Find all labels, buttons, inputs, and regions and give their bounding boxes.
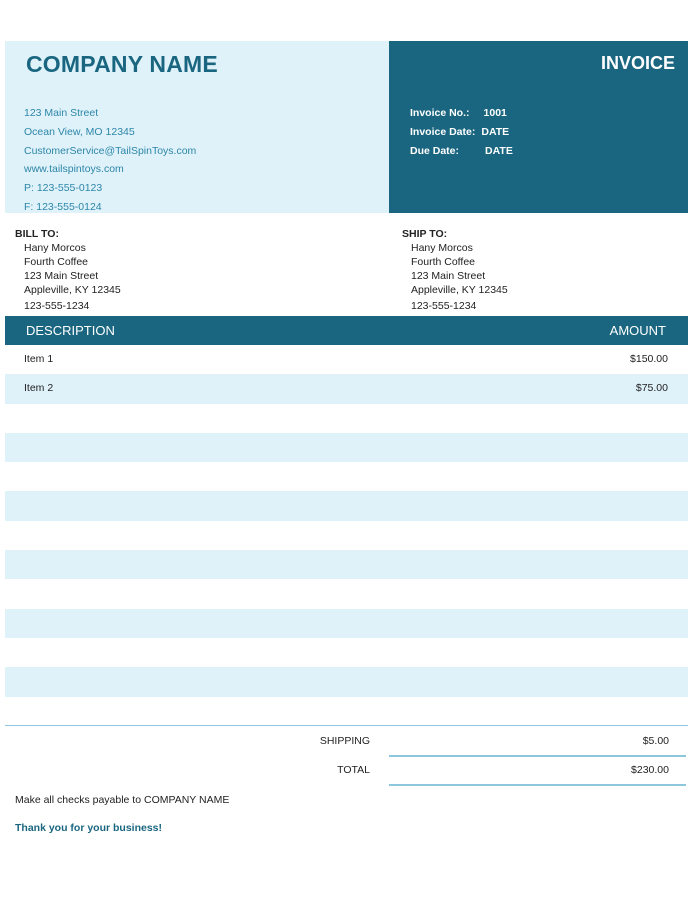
- bill-to-company: Fourth Coffee: [24, 256, 89, 268]
- ship-to-name: Hany Morcos: [411, 242, 473, 254]
- ship-to-city: Appleville, KY 12345: [411, 284, 508, 296]
- table-row[interactable]: [5, 638, 688, 667]
- shipping-value[interactable]: $5.00: [642, 735, 669, 747]
- bill-to-street: 123 Main Street: [24, 270, 99, 282]
- table-row[interactable]: [5, 345, 688, 374]
- table-row[interactable]: [5, 609, 688, 638]
- invoice-details: [410, 104, 513, 160]
- thank-you-message: Thank you for your business!: [15, 822, 163, 834]
- invoice-number-value: 1001: [483, 107, 507, 119]
- ship-to-phone: 123-555-1234: [411, 300, 477, 312]
- ship-to-street: 123 Main Street: [411, 270, 486, 282]
- column-header-description: DESCRIPTION: [26, 323, 115, 338]
- table-row[interactable]: [5, 521, 688, 550]
- bill-to-phone: 123-555-1234: [24, 300, 90, 312]
- company-fax: F: 123-555-0124: [24, 200, 102, 213]
- total-value: $230.00: [631, 764, 669, 776]
- invoice-number-label: Invoice No.:: [410, 107, 470, 119]
- item-amount: $75.00: [635, 382, 668, 395]
- invoice-date-row: [410, 123, 513, 142]
- bill-to-block: [15, 227, 121, 313]
- table-row[interactable]: [5, 462, 688, 491]
- table-row[interactable]: [5, 491, 688, 520]
- table-row[interactable]: [5, 433, 688, 462]
- invoice-date-label: Invoice Date:: [410, 125, 476, 138]
- table-row[interactable]: [5, 550, 688, 579]
- invoice-date-value: DATE: [481, 125, 510, 138]
- due-date-label: Due Date:: [410, 144, 460, 157]
- item-amount: $150.00: [630, 353, 668, 365]
- ship-to-title: SHIP TO:: [402, 228, 448, 240]
- invoice-header: [5, 41, 688, 213]
- company-website: www.tailspintoys.com: [24, 163, 124, 176]
- bill-to-name: Hany Morcos: [24, 242, 86, 254]
- company-email: CustomerService@TailSpinToys.com: [24, 144, 197, 157]
- bill-to-title: BILL TO:: [15, 228, 59, 240]
- due-date-row: [410, 142, 513, 161]
- invoice-number-row: [410, 104, 513, 123]
- table-bottom-border: [5, 725, 688, 726]
- invoice-title: INVOICE: [600, 53, 675, 73]
- invoice-panel: [389, 41, 688, 213]
- items-table-body: [5, 345, 688, 726]
- company-contact: [24, 104, 196, 217]
- items-table-header: [5, 316, 688, 345]
- table-row[interactable]: [5, 404, 688, 433]
- company-address-line1: 123 Main Street: [24, 107, 99, 119]
- ship-to-block: [402, 227, 508, 313]
- item-description: Item 2: [24, 382, 54, 395]
- company-address-line2: Ocean View, MO 12345: [24, 125, 135, 138]
- table-row[interactable]: [5, 374, 688, 403]
- ship-to-company: Fourth Coffee: [411, 256, 476, 268]
- total-label: TOTAL: [337, 764, 370, 776]
- table-row[interactable]: [5, 579, 688, 608]
- shipping-divider: [389, 755, 686, 757]
- company-name: COMPANY NAME: [26, 51, 218, 77]
- item-description: Item 1: [24, 353, 54, 365]
- due-date-value: DATE: [485, 144, 513, 157]
- total-divider: [389, 784, 686, 786]
- bill-to-city: Appleville, KY 12345: [24, 284, 121, 296]
- table-row[interactable]: [5, 667, 688, 696]
- shipping-label: SHIPPING: [319, 735, 370, 747]
- column-header-amount: AMOUNT: [609, 323, 666, 338]
- company-phone: P: 123-555-0123: [24, 182, 103, 195]
- company-panel: [5, 41, 389, 213]
- payment-note: Make all checks payable to COMPANY NAME: [15, 794, 230, 806]
- table-row[interactable]: [5, 697, 688, 726]
